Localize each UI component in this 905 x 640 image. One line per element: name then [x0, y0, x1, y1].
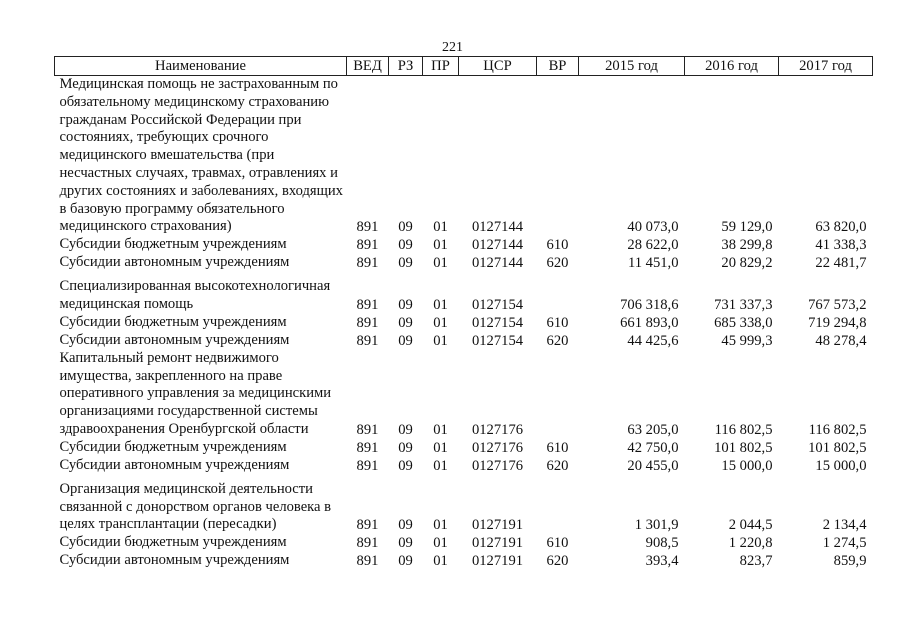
row-csr: 0127154	[471, 332, 524, 349]
table-row	[55, 236, 873, 254]
row-rz: 09	[398, 553, 413, 570]
row-name: Субсидии бюджетным учреждениям	[59, 534, 287, 551]
table-row	[55, 314, 873, 332]
row-2015: 1 301,9	[634, 517, 679, 534]
row-rz: 09	[398, 535, 413, 552]
row-name: Специализированная высокотехнологичная медицинская помощь	[59, 278, 331, 312]
row-csr: 0127176	[471, 457, 524, 474]
row-name: Субсидии бюджетным учреждениям	[59, 236, 287, 253]
row-csr: 0127154	[471, 314, 524, 331]
row-rz: 09	[398, 517, 413, 534]
header-pr: ПР	[423, 57, 459, 76]
row-rz: 09	[398, 332, 413, 349]
row-2016: 45 999,3	[721, 332, 773, 349]
row-rz: 09	[398, 255, 413, 272]
row-2017: 116 802,5	[808, 421, 867, 438]
row-ved: 891	[356, 296, 379, 313]
table-row	[55, 475, 873, 534]
row-2017: 2 134,4	[822, 517, 867, 534]
row-2016: 59 129,0	[721, 219, 773, 236]
row-rz: 09	[398, 296, 413, 313]
row-rz: 09	[398, 314, 413, 331]
row-rz: 09	[398, 219, 413, 236]
row-pr: 01	[433, 421, 448, 438]
row-ved: 891	[356, 314, 379, 331]
row-ved: 891	[356, 421, 379, 438]
row-ved: 891	[356, 439, 379, 456]
table-row	[55, 76, 873, 237]
row-rz: 09	[398, 237, 413, 254]
row-2016: 116 802,5	[714, 421, 773, 438]
table-row	[55, 552, 873, 570]
row-ved: 891	[356, 332, 379, 349]
row-csr: 0127144	[471, 255, 524, 272]
row-csr: 0127191	[471, 517, 524, 534]
row-2017: 63 820,0	[815, 219, 867, 236]
row-pr: 01	[433, 457, 448, 474]
row-2017: 48 278,4	[815, 332, 867, 349]
row-pr: 01	[433, 296, 448, 313]
row-2015: 44 425,6	[627, 332, 679, 349]
row-2017: 859,9	[833, 553, 867, 570]
row-rz: 09	[398, 457, 413, 474]
row-2017: 22 481,7	[815, 255, 867, 272]
row-2017: 15 000,0	[815, 457, 867, 474]
table-row	[55, 457, 873, 475]
row-2015: 40 073,0	[627, 219, 679, 236]
row-csr: 0127144	[471, 237, 524, 254]
row-csr: 0127154	[471, 296, 524, 313]
row-name: Субсидии автономным учреждениям	[59, 331, 290, 348]
row-2015: 63 205,0	[627, 421, 679, 438]
row-2016: 1 220,8	[728, 535, 773, 552]
table-row	[55, 350, 873, 439]
row-csr: 0127191	[471, 553, 524, 570]
table-header-row	[55, 57, 873, 76]
row-ved: 891	[356, 553, 379, 570]
row-pr: 01	[433, 314, 448, 331]
row-2016: 101 802,5	[714, 439, 773, 456]
table-row	[55, 272, 873, 314]
row-2016: 15 000,0	[721, 457, 773, 474]
row-rz: 09	[398, 439, 413, 456]
row-2017: 101 802,5	[808, 439, 867, 456]
header-2017: 2017 год	[779, 57, 873, 76]
row-2016: 731 337,3	[714, 296, 773, 313]
row-2015: 908,5	[645, 535, 679, 552]
row-2015: 706 318,6	[620, 296, 679, 313]
row-2015: 42 750,0	[627, 439, 679, 456]
row-name: Медицинская помощь не застрахованным по обязательному медицинскому страхованию гражданам Российской Федерации при состояниях, требующих срочного медицинского вмешательства (при несчастных случаях, травмах, отравлениях и других состояниях и заболеваниях, входящих в базовую программу обязательного медицинского страхования)	[59, 76, 343, 235]
row-name: Субсидии бюджетным учреждениям	[59, 313, 287, 330]
header-2016: 2016 год	[685, 57, 779, 76]
row-2017: 767 573,2	[808, 296, 867, 313]
row-2016: 2 044,5	[728, 517, 773, 534]
row-2017: 1 274,5	[822, 535, 867, 552]
row-csr: 0127176	[471, 421, 524, 438]
row-name: Субсидии бюджетным учреждениям	[59, 438, 287, 455]
row-2015: 20 455,0	[627, 457, 679, 474]
row-ved: 891	[356, 237, 379, 254]
header-2015: 2015 год	[579, 57, 685, 76]
row-vr: 620	[546, 255, 569, 272]
row-ved: 891	[356, 517, 379, 534]
row-pr: 01	[433, 332, 448, 349]
row-name: Субсидии автономным учреждениям	[59, 456, 290, 473]
row-vr	[537, 76, 579, 237]
row-vr: 610	[546, 535, 569, 552]
row-2015: 11 451,0	[627, 255, 679, 272]
row-2016: 38 299,8	[721, 237, 773, 254]
row-2015: 28 622,0	[627, 237, 679, 254]
row-name: Субсидии автономным учреждениям	[59, 254, 290, 271]
row-ved: 891	[356, 457, 379, 474]
budget-table	[54, 56, 873, 570]
row-2015: 661 893,0	[620, 314, 679, 331]
header-csr: ЦСР	[459, 57, 537, 76]
row-pr: 01	[433, 255, 448, 272]
row-ved: 891	[356, 255, 379, 272]
row-2016: 685 338,0	[714, 314, 773, 331]
row-vr: 620	[546, 553, 569, 570]
row-2017: 41 338,3	[815, 237, 867, 254]
row-csr: 0127191	[471, 535, 524, 552]
row-vr: 610	[546, 237, 569, 254]
row-vr	[537, 475, 579, 534]
row-pr: 01	[433, 535, 448, 552]
row-pr: 01	[433, 517, 448, 534]
row-vr	[537, 272, 579, 314]
row-2016: 20 829,2	[721, 255, 773, 272]
row-csr: 0127176	[471, 439, 524, 456]
header-vr: ВР	[537, 57, 579, 76]
row-2017: 719 294,8	[808, 314, 867, 331]
row-vr: 620	[546, 457, 569, 474]
row-name: Капитальный ремонт недвижимого имущества, закрепленного на праве оперативного управления за медицинскими организациями государственной системы здравоохранения Оренбургской области	[59, 349, 332, 437]
page-number: 221	[442, 40, 463, 55]
table-row	[55, 439, 873, 457]
row-pr: 01	[433, 553, 448, 570]
row-pr: 01	[433, 439, 448, 456]
row-pr: 01	[433, 237, 448, 254]
row-csr: 0127144	[471, 219, 524, 236]
row-name: Субсидии автономным учреждениям	[59, 552, 290, 569]
table-row	[55, 332, 873, 350]
row-pr: 01	[433, 219, 448, 236]
row-ved: 891	[356, 535, 379, 552]
table-row	[55, 534, 873, 552]
header-rz: РЗ	[389, 57, 423, 76]
table-row	[55, 254, 873, 272]
row-vr: 620	[546, 332, 569, 349]
row-vr	[537, 350, 579, 439]
row-2015: 393,4	[645, 553, 679, 570]
row-name: Организация медицинской деятельности связанной с донорством органов человека в целях трансплантации (пересадки)	[59, 480, 332, 533]
header-name: Наименование	[55, 57, 347, 76]
row-vr: 610	[546, 439, 569, 456]
row-vr: 610	[546, 314, 569, 331]
header-ved: ВЕД	[347, 57, 389, 76]
row-ved: 891	[356, 219, 379, 236]
row-rz: 09	[398, 421, 413, 438]
row-2016: 823,7	[739, 553, 773, 570]
